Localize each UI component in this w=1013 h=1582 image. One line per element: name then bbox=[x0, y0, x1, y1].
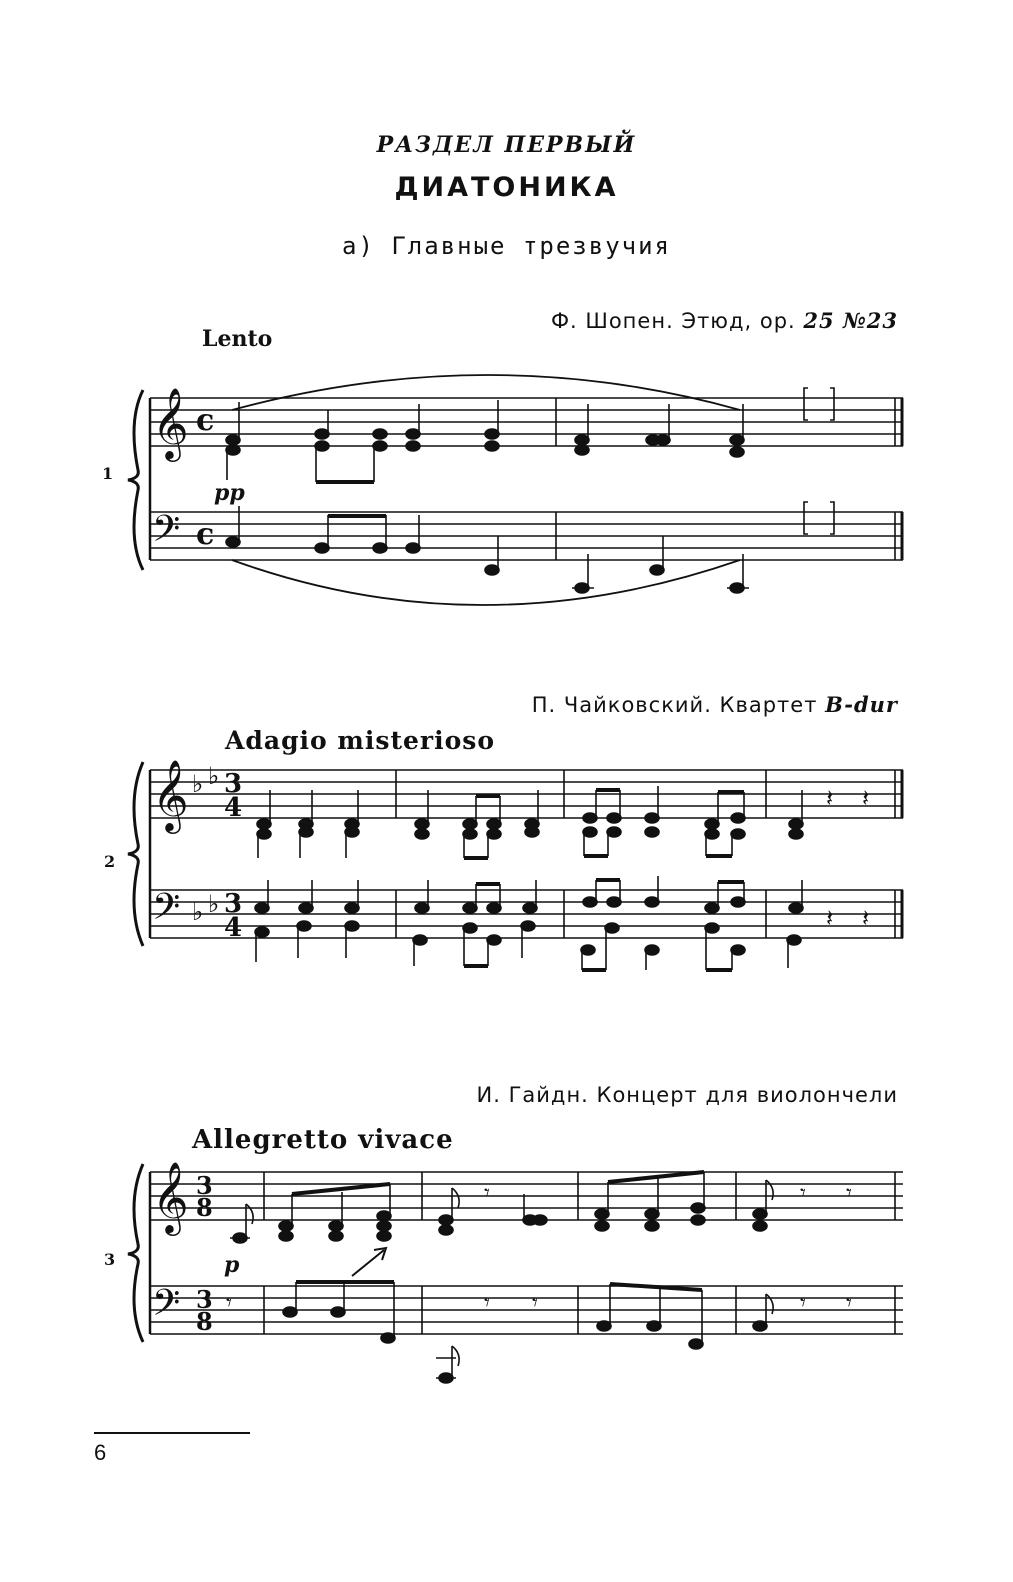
example-3-tempo: Allegretto vivace bbox=[192, 1125, 454, 1155]
example-1-dynamic: pp bbox=[214, 480, 245, 506]
svg-text:c: c bbox=[196, 403, 215, 438]
svg-text:3: 3 bbox=[224, 889, 243, 919]
svg-text:𝄾: 𝄾 bbox=[846, 1291, 852, 1316]
example-2-composer-tail: B-dur bbox=[825, 692, 898, 717]
svg-text:𝄽: 𝄽 bbox=[862, 904, 870, 932]
example-2-tempo: Adagio misterioso bbox=[225, 726, 496, 755]
svg-text:𝄢: 𝄢 bbox=[152, 1282, 181, 1333]
example-3-dynamic: p bbox=[224, 1252, 240, 1278]
svg-text:4: 4 bbox=[224, 913, 243, 943]
example-3-number: 3 bbox=[104, 1250, 116, 1269]
svg-text:𝄽: 𝄽 bbox=[826, 784, 834, 812]
svg-text:c: c bbox=[196, 517, 215, 552]
svg-text:3: 3 bbox=[196, 1285, 213, 1314]
example-2-score bbox=[0, 740, 1013, 1010]
subheading: а) Главные трезвучия bbox=[342, 232, 671, 260]
footnote-rule bbox=[94, 1432, 250, 1434]
svg-text:3: 3 bbox=[224, 769, 243, 799]
svg-text:♭: ♭ bbox=[208, 890, 220, 918]
svg-text:♭: ♭ bbox=[192, 770, 204, 798]
svg-text:4: 4 bbox=[224, 793, 243, 823]
svg-text:♭: ♭ bbox=[208, 762, 220, 790]
svg-text:3: 3 bbox=[196, 1171, 213, 1200]
example-1-composer-text: Ф. Шопен. Этюд, ор. bbox=[550, 309, 796, 333]
example-1-composer-tail: 25 №23 bbox=[803, 308, 898, 333]
example-3-composer-text: И. Гайдн. Концерт для виолончели bbox=[476, 1083, 898, 1107]
example-3-composer bbox=[477, 1082, 898, 1107]
svg-text:𝄾: 𝄾 bbox=[800, 1291, 806, 1316]
example-1-tempo: Lento bbox=[202, 326, 273, 352]
svg-text:𝄽: 𝄽 bbox=[862, 784, 870, 812]
svg-text:𝄽: 𝄽 bbox=[826, 904, 834, 932]
svg-text:𝄾: 𝄾 bbox=[484, 1181, 490, 1206]
example-2-composer bbox=[532, 692, 898, 717]
svg-text:𝄢: 𝄢 bbox=[152, 508, 181, 559]
svg-text:𝄾: 𝄾 bbox=[226, 1291, 232, 1316]
page-number: 6 bbox=[94, 1440, 107, 1465]
example-2-composer-text: П. Чайковский. Квартет bbox=[531, 693, 818, 717]
svg-text:♭: ♭ bbox=[192, 898, 204, 926]
section-title: РАЗДЕЛ ПЕРВЫЙ bbox=[376, 132, 637, 158]
svg-text:𝄞: 𝄞 bbox=[152, 386, 189, 459]
svg-text:𝄾: 𝄾 bbox=[846, 1181, 852, 1206]
svg-text:𝄢: 𝄢 bbox=[152, 886, 181, 937]
chapter-heading: ДИАТОНИКА bbox=[394, 172, 619, 203]
svg-text:𝄞: 𝄞 bbox=[152, 1160, 189, 1233]
svg-text:𝄾: 𝄾 bbox=[484, 1291, 490, 1316]
example-1-score bbox=[0, 360, 1013, 620]
svg-text:8: 8 bbox=[196, 1193, 213, 1222]
example-1-composer bbox=[551, 308, 898, 333]
example-1-number: 1 bbox=[102, 464, 114, 483]
svg-text:8: 8 bbox=[196, 1307, 213, 1336]
svg-text:𝄾: 𝄾 bbox=[532, 1291, 538, 1316]
example-3-score bbox=[0, 1150, 1013, 1400]
svg-text:𝄞: 𝄞 bbox=[152, 758, 189, 831]
example-2-number: 2 bbox=[104, 852, 116, 871]
svg-text:𝄾: 𝄾 bbox=[800, 1181, 806, 1206]
